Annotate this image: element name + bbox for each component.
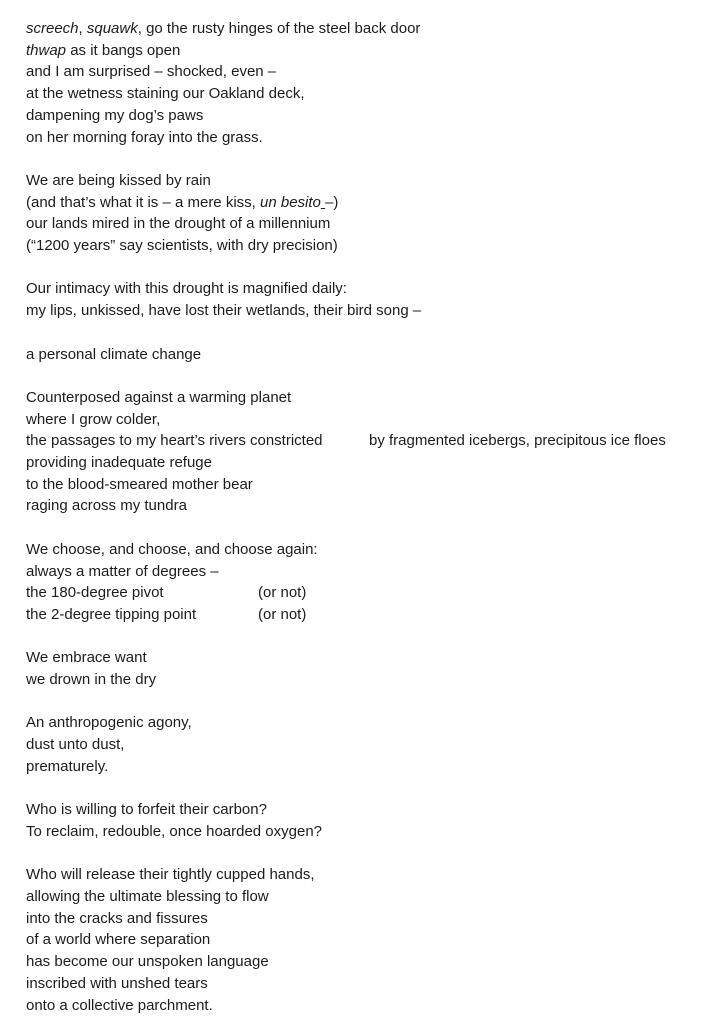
poem-text-segment: my lips, unkissed, have lost their wetlands, their bird song –: [26, 302, 422, 320]
poem-line: [26, 604, 713, 626]
poem-text-segment: providing inadequate refuge: [26, 454, 212, 471]
poem-line: [26, 105, 713, 127]
poem-text-segment: the 180-degree pivot: [26, 584, 164, 602]
poem-line: [26, 669, 713, 691]
poem-text-segment: onto a collective parchment.: [26, 996, 213, 1014]
poem-text-segment: An anthropogenic agony,: [26, 714, 192, 732]
poem-line: [26, 973, 713, 995]
poem-text-segment: thwap: [26, 41, 67, 59]
poem-text-segment: the 2-degree tipping point: [26, 605, 197, 623]
poem-line: [26, 951, 713, 973]
poem-line: [26, 756, 713, 778]
poem-stanza: [26, 799, 713, 842]
poem-text-segment: we drown in the dry: [26, 671, 157, 688]
poem-text-segment: , go the rusty hinges of the steel back door: [137, 20, 421, 37]
poem-line: [26, 83, 713, 105]
poem-body: [26, 18, 713, 1016]
poem-line: [26, 799, 713, 821]
poem-line: [26, 452, 713, 474]
poem-line: [26, 40, 713, 62]
poem-text-segment: ,: [78, 20, 87, 37]
poem-line: [26, 712, 713, 734]
poem-text-segment: (and that’s what it is – a mere kiss,: [26, 193, 260, 211]
poem-line: [26, 734, 713, 756]
poem-line: [26, 495, 713, 517]
poem-line: [26, 539, 713, 561]
poem-text-segment: raging across my tundra: [26, 497, 187, 515]
poem-text-segment: (or not): [258, 584, 307, 602]
poem-line: [26, 387, 713, 409]
poem-text-segment: prematurely.: [26, 757, 109, 775]
poem-text-segment: (or not): [258, 605, 307, 623]
poem-text-segment: dust unto dust,: [26, 736, 125, 754]
poem-line: [26, 192, 713, 214]
poem-line: [26, 235, 713, 257]
poem-line: [26, 344, 713, 366]
poem-line: [26, 409, 713, 431]
poem-line: [26, 127, 713, 149]
poem-text-segment: as it bangs open: [66, 41, 181, 59]
poem-text-segment: dampening my dog’s paws: [26, 106, 204, 124]
poem-text-segment: to the blood-smeared mother bear: [26, 475, 253, 493]
poem-line: [26, 18, 713, 40]
poem-text-segment: screech: [26, 20, 79, 37]
poem-text-segment: where I grow colder,: [26, 410, 161, 428]
poem-text-segment: the passages to my heart’s rivers constricted: [26, 432, 323, 450]
poem-text-segment: un besito: [260, 193, 321, 211]
poem-text-segment: We are being kissed by rain: [26, 171, 211, 189]
poem-line: [26, 170, 713, 192]
poem-text-segment: allowing the ultimate blessing to flow: [26, 887, 269, 905]
poem-line: [26, 995, 713, 1017]
poem-line: [26, 886, 713, 908]
poem-text-segment: squawk: [86, 20, 138, 37]
poem-line: [26, 300, 713, 322]
poem-text-segment: inscribed with unshed tears: [26, 974, 208, 992]
poem-stanza: [26, 712, 713, 777]
poem-text-segment: Counterposed against a warming planet: [26, 388, 292, 406]
poem-line: [26, 929, 713, 951]
poem-text-segment: a personal climate change: [26, 345, 202, 363]
poem-line: [26, 61, 713, 83]
poem-text-segment: and I am surprised – shocked, even –: [26, 63, 277, 81]
poem-stanza: [26, 647, 713, 690]
poem-line: [26, 278, 713, 300]
poem-text-segment: has become our unspoken language: [26, 953, 269, 971]
poem-text-segment: of a world where separation: [26, 931, 211, 949]
poem-text-segment: To reclaim, redouble, once hoarded oxygen?: [26, 822, 323, 840]
poem-line: [26, 430, 713, 452]
poem-text-segment: We choose, and choose, and choose again:: [26, 540, 318, 558]
poem-text-segment: at the wetness staining our Oakland deck,: [26, 85, 305, 103]
poem-text-segment: We embrace want: [26, 649, 147, 667]
poem-line: [26, 474, 713, 496]
poem-text-segment: on her morning foray into the grass.: [26, 128, 263, 146]
poem-text-segment: always a matter of degrees –: [26, 562, 219, 580]
poem-stanza: [26, 387, 713, 517]
poem-line: [26, 213, 713, 235]
poem-stanza: [26, 864, 713, 1016]
poem-stanza: [26, 344, 713, 366]
poem-text-segment: by fragmented icebergs, precipitous ice floes: [369, 432, 666, 450]
poem-line: [26, 582, 713, 604]
poem-line: [26, 647, 713, 669]
poem-line: [26, 864, 713, 886]
poem-text-segment: –): [325, 193, 339, 211]
poem-line: [26, 821, 713, 843]
poem-stanza: [26, 18, 713, 148]
poem-text-segment: our lands mired in the drought of a millennium: [26, 215, 331, 233]
poem-stanza: [26, 170, 713, 257]
poem-stanza: [26, 278, 713, 321]
poem-text-segment: Who is willing to forfeit their carbon?: [26, 801, 267, 819]
poem-line: [26, 908, 713, 930]
poem-text-segment: Our intimacy with this drought is magnified daily:: [26, 280, 347, 298]
poem-stanza: [26, 539, 713, 626]
poem-line: [26, 561, 713, 583]
poem-text-segment: Who will release their tightly cupped hands,: [26, 866, 315, 884]
poem-text-segment: into the cracks and fissures: [26, 909, 208, 927]
poem-text-segment: (“1200 years” say scientists, with dry precision): [26, 237, 338, 255]
